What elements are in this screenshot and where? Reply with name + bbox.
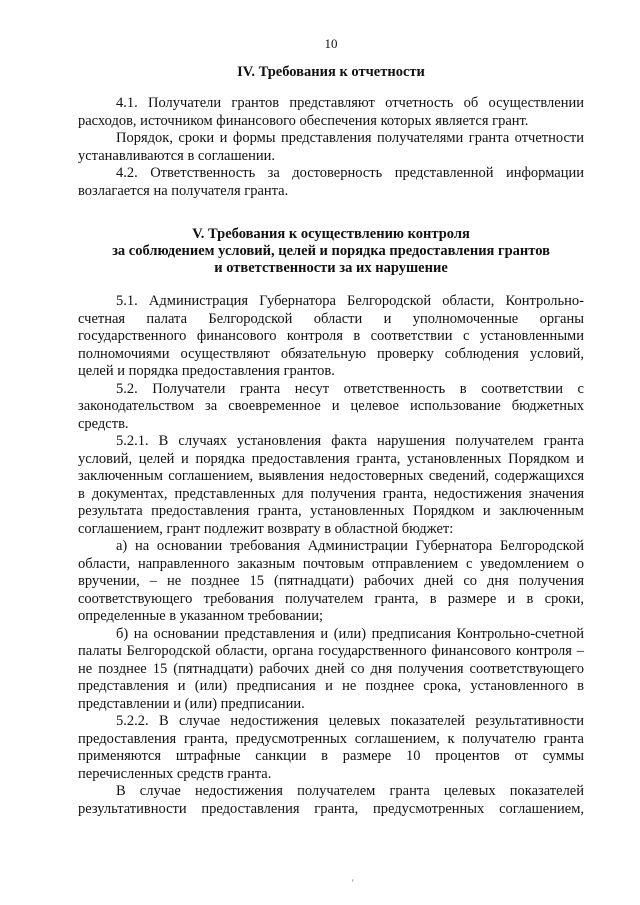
scan-mark: ' (352, 878, 354, 888)
paragraph-5-1: 5.1. Администрация Губернатора Белгородской области, Контрольно-счетная палата Белгородской области и уполномоченные органы государственного финансового контроля в соответствии с установленными полномочиями осуществляют обязательную проверку соблюдения условий, целей и порядка предоставления грантов. (78, 293, 584, 379)
paragraph-5-2-1-b: б) на основании представления и (или) предписания Контрольно-счетной палаты Белгородской области, органа государственного финансового контроля – не позднее 15 (пятнадцати) рабочих дней со дня получения соответствующего представления и (или) предписания и не позднее срока, установленного в представлении и (или) предписании. (78, 625, 584, 712)
paragraph-4-2: 4.2. Ответственность за достоверность представленной информации возлагается на получателя гранта. (78, 165, 584, 199)
paragraph-5-2-1-a: а) на основании требования Администрации Губернатора Белгородской области, направленного заказным почтовым отправлением с уведомлением о вручении, – не позднее 15 (пятнадцати) рабочих дней со дня получения соответствующего требования получателем гранта, в размере и в сроки, определенные в указанном требовании; (78, 538, 584, 624)
section-5-heading-line-2: за соблюдением условий, целей и порядка предоставления грантов (112, 243, 550, 259)
paragraph-5-2-1: 5.2.1. В случаях установления факта нарушения получателем гранта условий, целей и порядка предоставления гранта, установленных Порядком и заключенным соглашением, выявления недостоверных сведений, содержащихся в документах, представленных для получения гранта, недостижения значения результата предоставления гранта, установленных Порядком и заключенным соглашением, грант подлежит возврату в областной бюджет: (78, 433, 584, 537)
paragraph-4-1: 4.1. Получатели грантов представляют отчетность об осуществлении расходов, источником финансового обеспечения которых является грант. (78, 95, 584, 129)
page-number: 10 (324, 36, 338, 51)
section-4-heading: IV. Требования к отчетности (237, 64, 425, 80)
section-5-heading (78, 226, 584, 277)
paragraph-5-2: 5.2. Получатели гранта несут ответственность в соответствии с законодательством за своевременное и целевое использование бюджетных средств. (78, 380, 584, 432)
paragraph-5-2-2-continued: В случае недостижения получателем гранта целевых показателей результативности предоставления гранта, предусмотренных соглашением, (78, 783, 584, 817)
section-5-heading-line-3: и ответственности за их нарушение (214, 260, 448, 276)
paragraph-4-1-procedure: Порядок, сроки и формы представления получателями гранта отчетности устанавливаются в соглашении. (78, 130, 584, 164)
section-5-heading-line-1: V. Требования к осуществлению контроля (192, 226, 470, 242)
paragraph-5-2-2: 5.2.2. В случае недостижения целевых показателей результативности предоставления гранта, предусмотренных соглашением, к получателю гранта применяются штрафные санкции в размере 10 процентов от суммы перечисленных средств гранта. (78, 713, 584, 782)
